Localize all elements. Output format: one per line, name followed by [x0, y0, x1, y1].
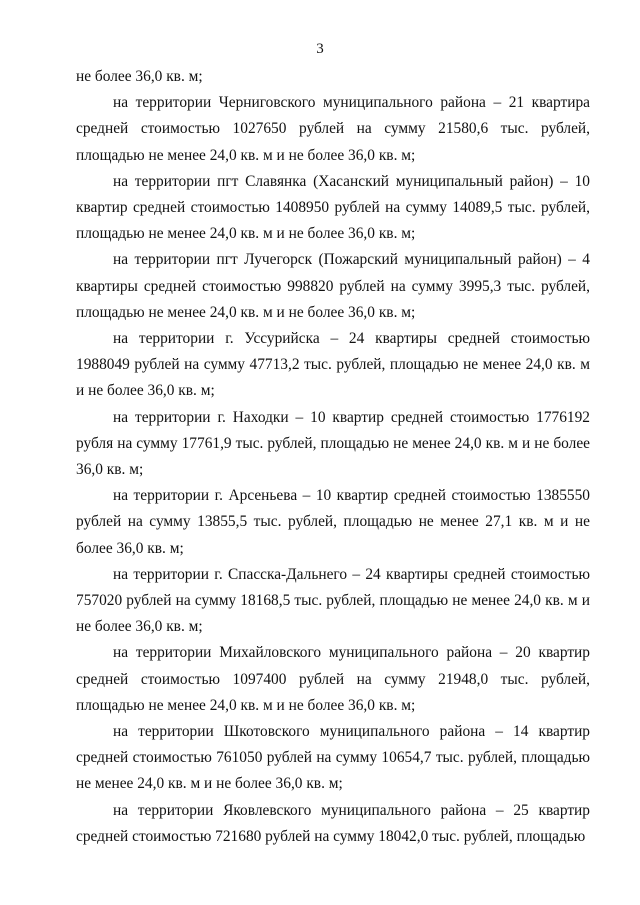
- paragraph-ussuriysk: на территории г. Уссурийска – 24 квартиры средней стоимостью 1988049 рублей на сумму 47713,2 тыс. рублей, площадью не менее 24,0 кв. м и не более 36,0 кв. м;: [76, 330, 590, 400]
- paragraph-spassk-dalny: на территории г. Спасска-Дальнего – 24 квартиры средней стоимостью 757020 рублей на сумму 18168,5 тыс. рублей, площадью не менее 24,0 кв. м и не более 36,0 кв. м;: [76, 565, 590, 636]
- document-body: [76, 64, 590, 850]
- paragraph-chernigovsky-district: на территории Черниговского муниципального района – 21 квартира средней стоимостью 1027650 рублей на сумму 21580,6 тыс. рублей, площадью не менее 24,0 кв. м и не более 36,0 кв. м;: [76, 94, 590, 164]
- paragraph-continuation: не более 36,0 кв. м;: [76, 68, 203, 85]
- paragraph-luchegorsk: на территории пгт Лучегорск (Пожарский муниципальный район) – 4 квартиры средней стоимостью 998820 рублей на сумму 3995,3 тыс. рублей, площадью не менее 24,0 кв. м и не более 36,0 кв. м;: [76, 251, 590, 321]
- paragraph-yakovlevsky-district: на территории Яковлевского муниципального района – 25 квартир средней стоимостью 721680 рублей на сумму 18042,0 тыс. рублей, площадью: [76, 801, 590, 845]
- paragraph-mikhailovsky-district: на территории Михайловского муниципального района – 20 квартир средней стоимостью 1097400 рублей на сумму 21948,0 тыс. рублей, площадью не менее 24,0 кв. м и не более 36,0 кв. м;: [76, 644, 590, 714]
- paragraph-slavyanka: на территории пгт Славянка (Хасанский муниципальный район) – 10 квартир средней стоимостью 1408950 рублей на сумму 14089,5 тыс. рублей, площадью не менее 24,0 кв. м и не более 36,0 кв. м;: [76, 172, 590, 243]
- paragraph-shkotovsky-district: на территории Шкотовского муниципального района – 14 квартир средней стоимостью 761050 рублей на сумму 10654,7 тыс. рублей, площадью не менее 24,0 кв. м и не более 36,0 кв. м;: [76, 723, 590, 793]
- paragraph-arsenyev: на территории г. Арсеньева – 10 квартир средней стоимостью 1385550 рублей на сумму 13855,5 тыс. рублей, площадью не менее 27,1 кв. м и не более 36,0 кв. м;: [76, 487, 590, 557]
- paragraph-nakhodka: на территории г. Находки – 10 квартир средней стоимостью 1776192 рубля на сумму 17761,9 тыс. рублей, площадью не менее 24,0 кв. м и не более 36,0 кв. м;: [76, 408, 590, 479]
- page-number: 3: [316, 41, 324, 57]
